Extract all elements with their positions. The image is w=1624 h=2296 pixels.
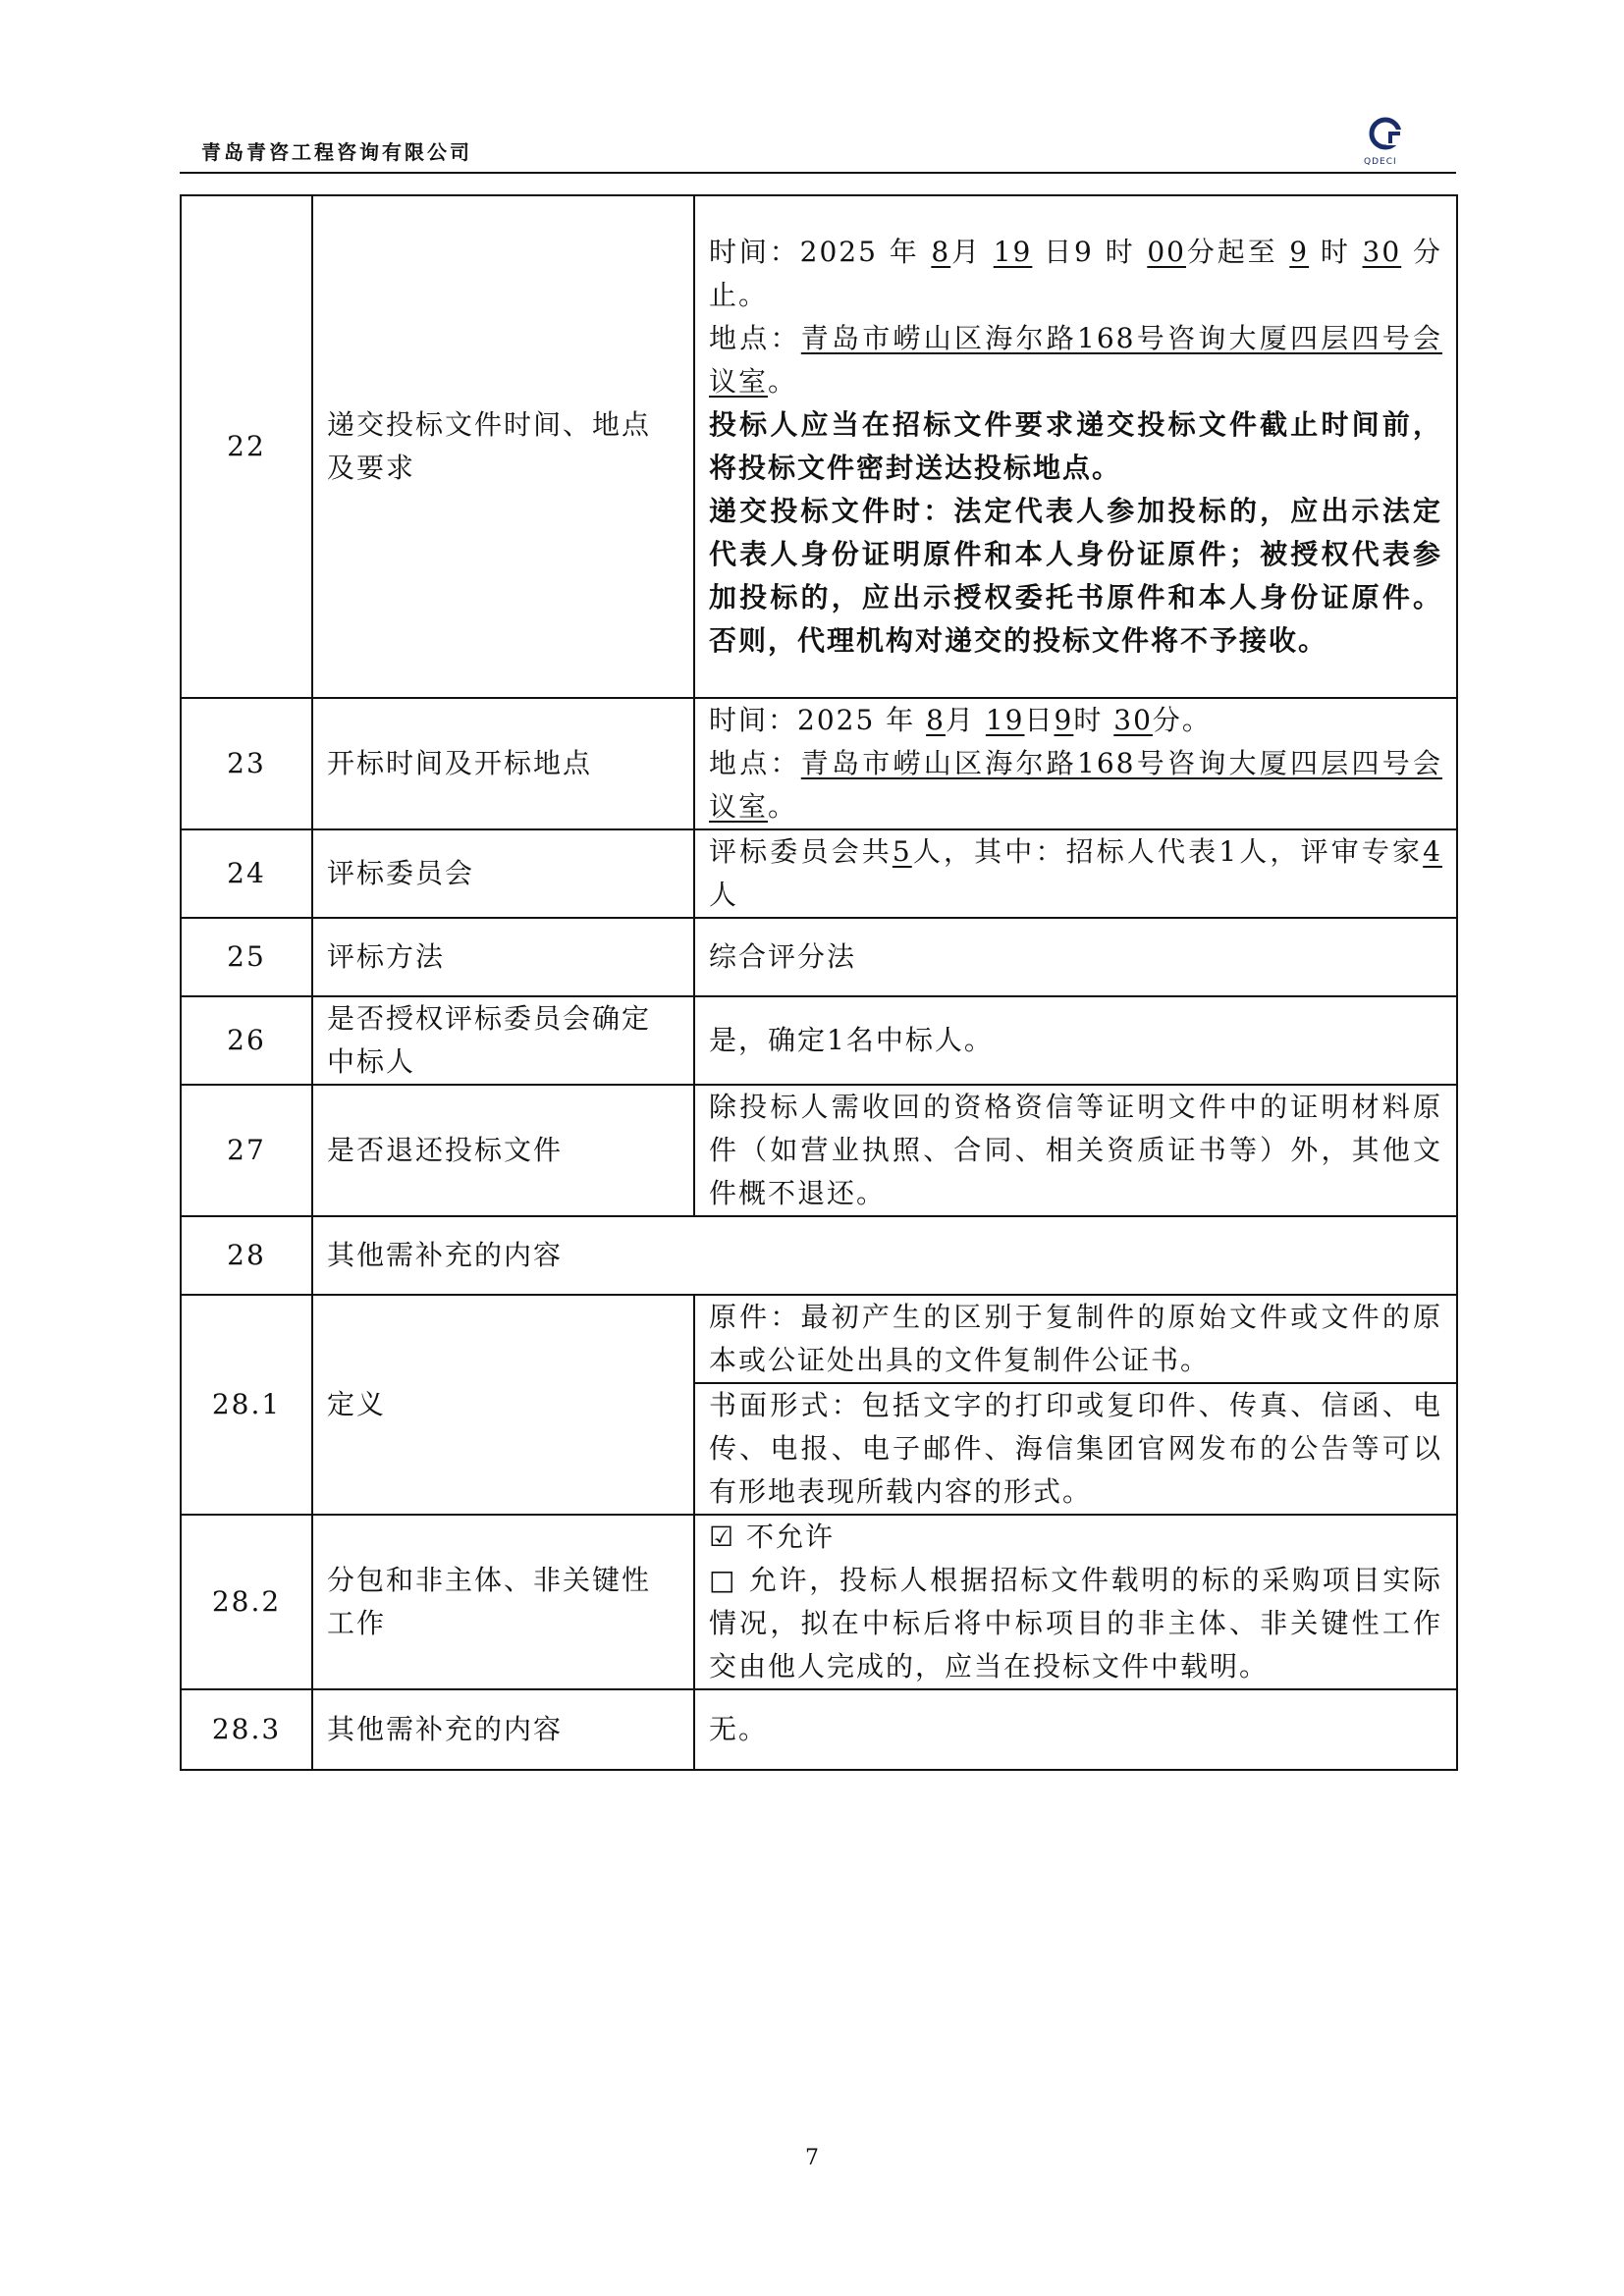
row-content bbox=[694, 698, 1457, 829]
row-number: 28.1 bbox=[181, 1295, 312, 1515]
row-number: 28.2 bbox=[181, 1515, 312, 1689]
row-item: 评标方法 bbox=[312, 918, 694, 996]
company-name: 青岛青咨工程咨询有限公司 bbox=[201, 140, 472, 164]
row-content: 评标委员会共5人，其中：招标人代表1人，评审专家4人 bbox=[694, 829, 1457, 918]
table-row bbox=[181, 1216, 1457, 1295]
row-item: 递交投标文件时间、地点及要求 bbox=[312, 195, 694, 698]
row-content: 无。 bbox=[694, 1689, 1457, 1770]
row-content: 是，确定1名中标人。 bbox=[694, 996, 1457, 1085]
definition-original: 原件：最初产生的区别于复制件的原始文件或文件的原本或公证处出具的文件复制件公证书。 bbox=[709, 1301, 1442, 1376]
row-content bbox=[694, 195, 1457, 698]
row-number: 25 bbox=[181, 918, 312, 996]
row-number: 23 bbox=[181, 698, 312, 829]
table-row bbox=[181, 996, 1457, 1085]
row-content: 除投标人需收回的资格资信等证明文件中的证明材料原件（如营业执照、合同、相关资质证书等）外，其他文件概不退还。 bbox=[694, 1085, 1457, 1216]
company-logo-icon bbox=[1367, 116, 1408, 163]
row-number: 22 bbox=[181, 195, 312, 698]
table-row bbox=[181, 698, 1457, 829]
submission-time: 时间：2025 年 8月 19 日9 时 00分起至 9 时 30 分止。 bbox=[709, 236, 1442, 311]
table-row bbox=[181, 195, 1457, 698]
row-item: 是否退还投标文件 bbox=[312, 1085, 694, 1216]
row-number: 26 bbox=[181, 996, 312, 1085]
row-item: 评标委员会 bbox=[312, 829, 694, 918]
table-row bbox=[181, 829, 1457, 918]
row-number: 27 bbox=[181, 1085, 312, 1216]
header-divider bbox=[180, 172, 1456, 174]
row-item: 是否授权评标委员会确定中标人 bbox=[312, 996, 694, 1085]
page-number: 7 bbox=[805, 2146, 819, 2170]
table-row bbox=[181, 1515, 1457, 1689]
definition-written-form: 书面形式：包括文字的打印或复印件、传真、信函、电传、电报、电子邮件、海信集团官网发布的公告等可以有形地表现所载内容的形式。 bbox=[695, 1382, 1456, 1514]
table-row bbox=[181, 1295, 1457, 1515]
row-item: 开标时间及开标地点 bbox=[312, 698, 694, 829]
submission-requirement-1: 投标人应当在招标文件要求递交投标文件截止时间前，将投标文件密封送达投标地点。 bbox=[709, 408, 1442, 484]
row-number: 24 bbox=[181, 829, 312, 918]
row-content: 综合评分法 bbox=[694, 918, 1457, 996]
row-content bbox=[694, 1515, 1457, 1689]
logo-text: QDECI bbox=[1364, 157, 1397, 167]
table-row bbox=[181, 1085, 1457, 1216]
submission-place: 地点：青岛市崂山区海尔路168号咨询大厦四层四号会议室。 bbox=[709, 322, 1442, 398]
row-item: 其他需补充的内容 bbox=[312, 1689, 694, 1770]
submission-requirement-2: 递交投标文件时：法定代表人参加投标的，应出示法定代表人身份证明原件和本人身份证原件；被授权代表参加投标的，应出示授权委托书原件和本人身份证原件。否则，代理机构对递交的投标文件将不予接收。 bbox=[709, 495, 1442, 657]
option-not-allowed: ☑ 不允许 bbox=[709, 1521, 836, 1553]
row-item: 定义 bbox=[312, 1295, 694, 1515]
table-row bbox=[181, 918, 1457, 996]
option-allowed: □ 允许，投标人根据招标文件载明的标的采购项目实际情况，拟在中标后将中标项目的非主体、非关键性工作交由他人完成的，应当在投标文件中载明。 bbox=[709, 1564, 1442, 1682]
table-row bbox=[181, 1689, 1457, 1770]
row-number: 28 bbox=[181, 1216, 312, 1295]
row-item: 其他需补充的内容 bbox=[312, 1216, 1457, 1295]
opening-time: 时间：2025 年 8月 19日9时 30分。 bbox=[709, 704, 1212, 736]
opening-place: 地点：青岛市崂山区海尔路168号咨询大厦四层四号会议室。 bbox=[709, 747, 1442, 823]
row-number: 28.3 bbox=[181, 1689, 312, 1770]
clauses-table bbox=[180, 194, 1458, 1771]
row-content bbox=[694, 1295, 1457, 1515]
row-item: 分包和非主体、非关键性工作 bbox=[312, 1515, 694, 1689]
